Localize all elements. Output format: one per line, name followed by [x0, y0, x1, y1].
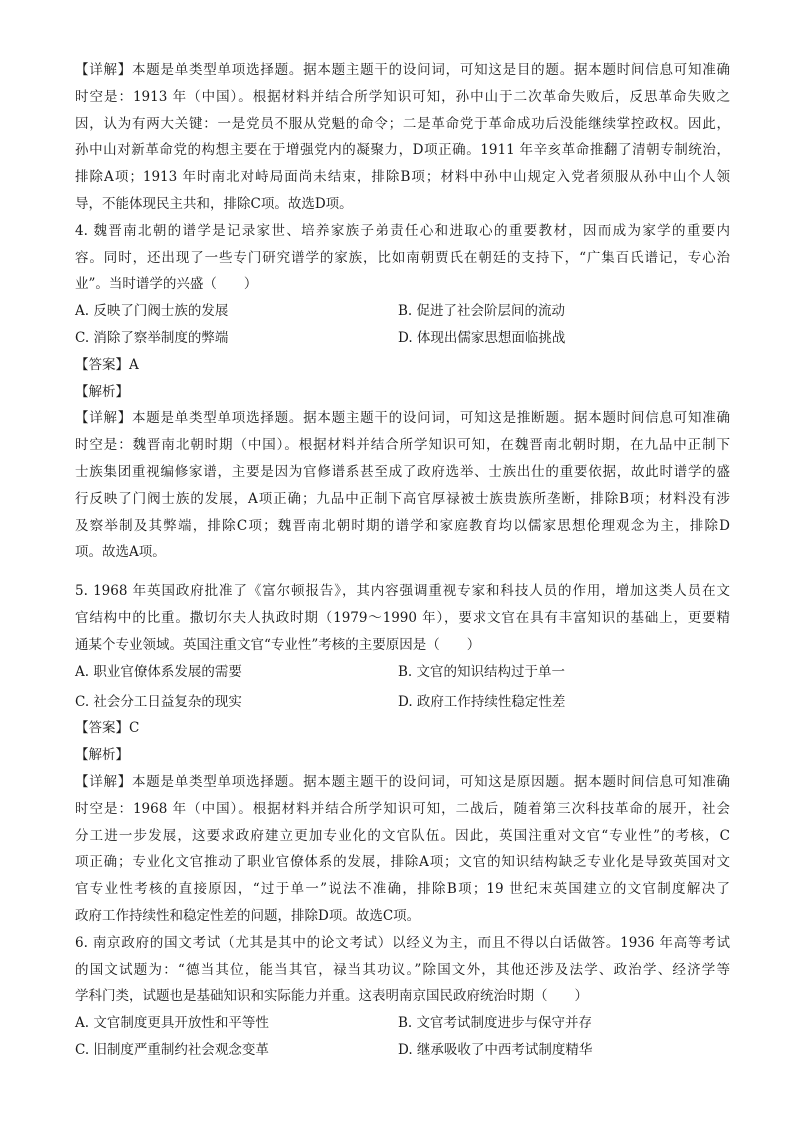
option-d: D. 政府工作持续性稳定性差	[398, 694, 566, 711]
text-line: 项。故选A项。	[75, 544, 166, 561]
option-c: C. 旧制度严重制约社会观念变革	[75, 1041, 269, 1058]
question-stem-line: 的国文试题为：“德当其位，能当其官，禄当其功议。”除国文外，其他还涉及法学、政治学、经济学等	[75, 961, 730, 978]
question-stem-line: 通某个专业领域。英国注重文官“专业性”考核的主要原因是（ ）	[75, 636, 481, 653]
option-a: A. 反映了门阀士族的发展	[75, 303, 229, 320]
option-d: D. 继承吸收了中西考试制度精华	[398, 1041, 593, 1058]
text-line: 官专业性考核的直接原因，“过于单一”说法不准确，排除B项；19 世纪末英国建立的文官制度解决了	[75, 881, 730, 898]
analysis-label: 【解析】	[75, 383, 129, 400]
text-line: 因，认为有两大关键：一是党员不服从党魁的命令；二是革命党于革命成功后没能继续掌控政权。因此，	[75, 115, 730, 132]
question-stem-line: 4. 魏晋南北朝的谱学是记录家世、培养家族子弟责任心和进取心的重要教材，因而成为家学的重要内	[75, 222, 730, 239]
question-4	[75, 218, 730, 566]
q3-explanation	[75, 57, 730, 218]
text-line: 项正确；专业化文官推动了职业官僚体系的发展，排除A项；文官的知识结构缺乏专业化是导致英国对文	[75, 854, 730, 871]
option-b: B. 文官的知识结构过于单一	[398, 663, 566, 680]
options-row	[75, 1037, 730, 1064]
question-6	[75, 930, 730, 1064]
spacer	[75, 566, 730, 578]
text-line: 导，不能体现民主共和，排除C项。故选D项。	[75, 195, 353, 212]
text-line: 排除A项；1913 年时南北对峙局面尚未结束，排除B项；材料中孙中山规定入党者须服从孙中山个人领	[75, 169, 730, 186]
question-stem-line: 5. 1968 年英国政府批准了《富尔顿报告》，其内容强调重视专家和科技人员的作用，增加这类人员在文	[75, 583, 730, 600]
option-d: D. 体现出儒家思想面临挑战	[398, 329, 566, 346]
option-b: B. 促进了社会阶层间的流动	[398, 303, 566, 320]
option-a: A. 文官制度更具开放性和平等性	[75, 1015, 269, 1032]
text-line: 政府工作持续性和稳定性差的问题，排除D项。故选C项。	[75, 907, 421, 924]
answer-label: 【答案】A	[75, 356, 139, 373]
question-stem-line: 官结构中的比重。撒切尔夫人执政时期（1979～1990 年），要求文官在具有丰富知识的基础上，更要精	[75, 609, 730, 626]
text-line: 士族集团重视编修家谱，主要是因为官修谱系甚至成了政府选举、士族出仕的重要依据，故此时谱学的盛	[75, 463, 730, 480]
text-line: 【详解】本题是单类型单项选择题。据本题主题干的设问词，可知这是原因题。据本题时间信息可知准确	[75, 773, 730, 790]
text-line: 【详解】本题是单类型单项选择题。据本题主题干的设问词，可知这是目的题。据本题时间信息可知准确	[75, 62, 730, 78]
answer-label: 【答案】C	[75, 720, 140, 737]
text-line: 时空是：1913 年（中国）。根据材料并结合所学知识可知，孙中山于二次革命失败后，反思革命失败之	[75, 88, 730, 105]
question-5	[75, 578, 730, 930]
text-line: 孙中山对新革命党的构想主要在于增强党内的凝聚力，D项正确。1911 年辛亥革命推翻了清朝专制统治，	[75, 142, 730, 159]
text-line: 分工进一步发展，这要求政府建立更加专业化的文官队伍。因此，英国注重对文官“专业性”的考核，C	[75, 827, 730, 844]
text-line: 行反映了门阀士族的发展，A项正确；九品中正制下高官厚禄被士族贵族所垄断，排除B项；材料没有涉	[75, 490, 730, 507]
option-b: B. 文官考试制度进步与保守并存	[398, 1015, 593, 1032]
document-page	[75, 57, 730, 1064]
question-stem-line: 业”。当时谱学的兴盛（ ）	[75, 276, 258, 293]
option-a: A. 职业官僚体系发展的需要	[75, 663, 242, 680]
option-c: C. 社会分工日益复杂的现实	[75, 694, 242, 711]
options-row	[75, 325, 730, 352]
text-line: 【详解】本题是单类型单项选择题。据本题主题干的设问词，可知这是推断题。据本题时间信息可知准确	[75, 410, 730, 427]
options-row	[75, 1010, 730, 1037]
options-row	[75, 659, 730, 686]
question-stem-line: 6. 南京政府的国文考试（尤其是其中的论文考试）以经义为主，而且不得以白话做答。1936 年高等考试	[75, 934, 730, 951]
text-line: 及察举制及其弊端，排除C项；魏晋南北朝时期的谱学和家庭教育均以儒家思想伦理观念为主，排除D	[75, 517, 730, 534]
option-c: C. 消除了察举制度的弊端	[75, 329, 229, 346]
question-stem-line: 容。同时，还出现了一些专门研究谱学的家族，比如南朝贾氏在朝廷的支持下，“广集百氏谱记，专心治	[75, 249, 730, 266]
question-stem-line: 学科门类，试题也是基础知识和实际能力并重。这表明南京国民政府统治时期（ ）	[75, 988, 588, 1005]
options-row	[75, 685, 730, 715]
text-line: 时空是：魏晋南北朝时期（中国）。根据材料并结合所学知识可知，在魏晋南北朝时期，在九品中正制下	[75, 437, 730, 454]
analysis-label: 【解析】	[75, 747, 129, 764]
options-row	[75, 298, 730, 325]
text-line: 时空是：1968 年（中国）。根据材料并结合所学知识可知，二战后，随着第三次科技革命的展开，社会	[75, 800, 730, 817]
